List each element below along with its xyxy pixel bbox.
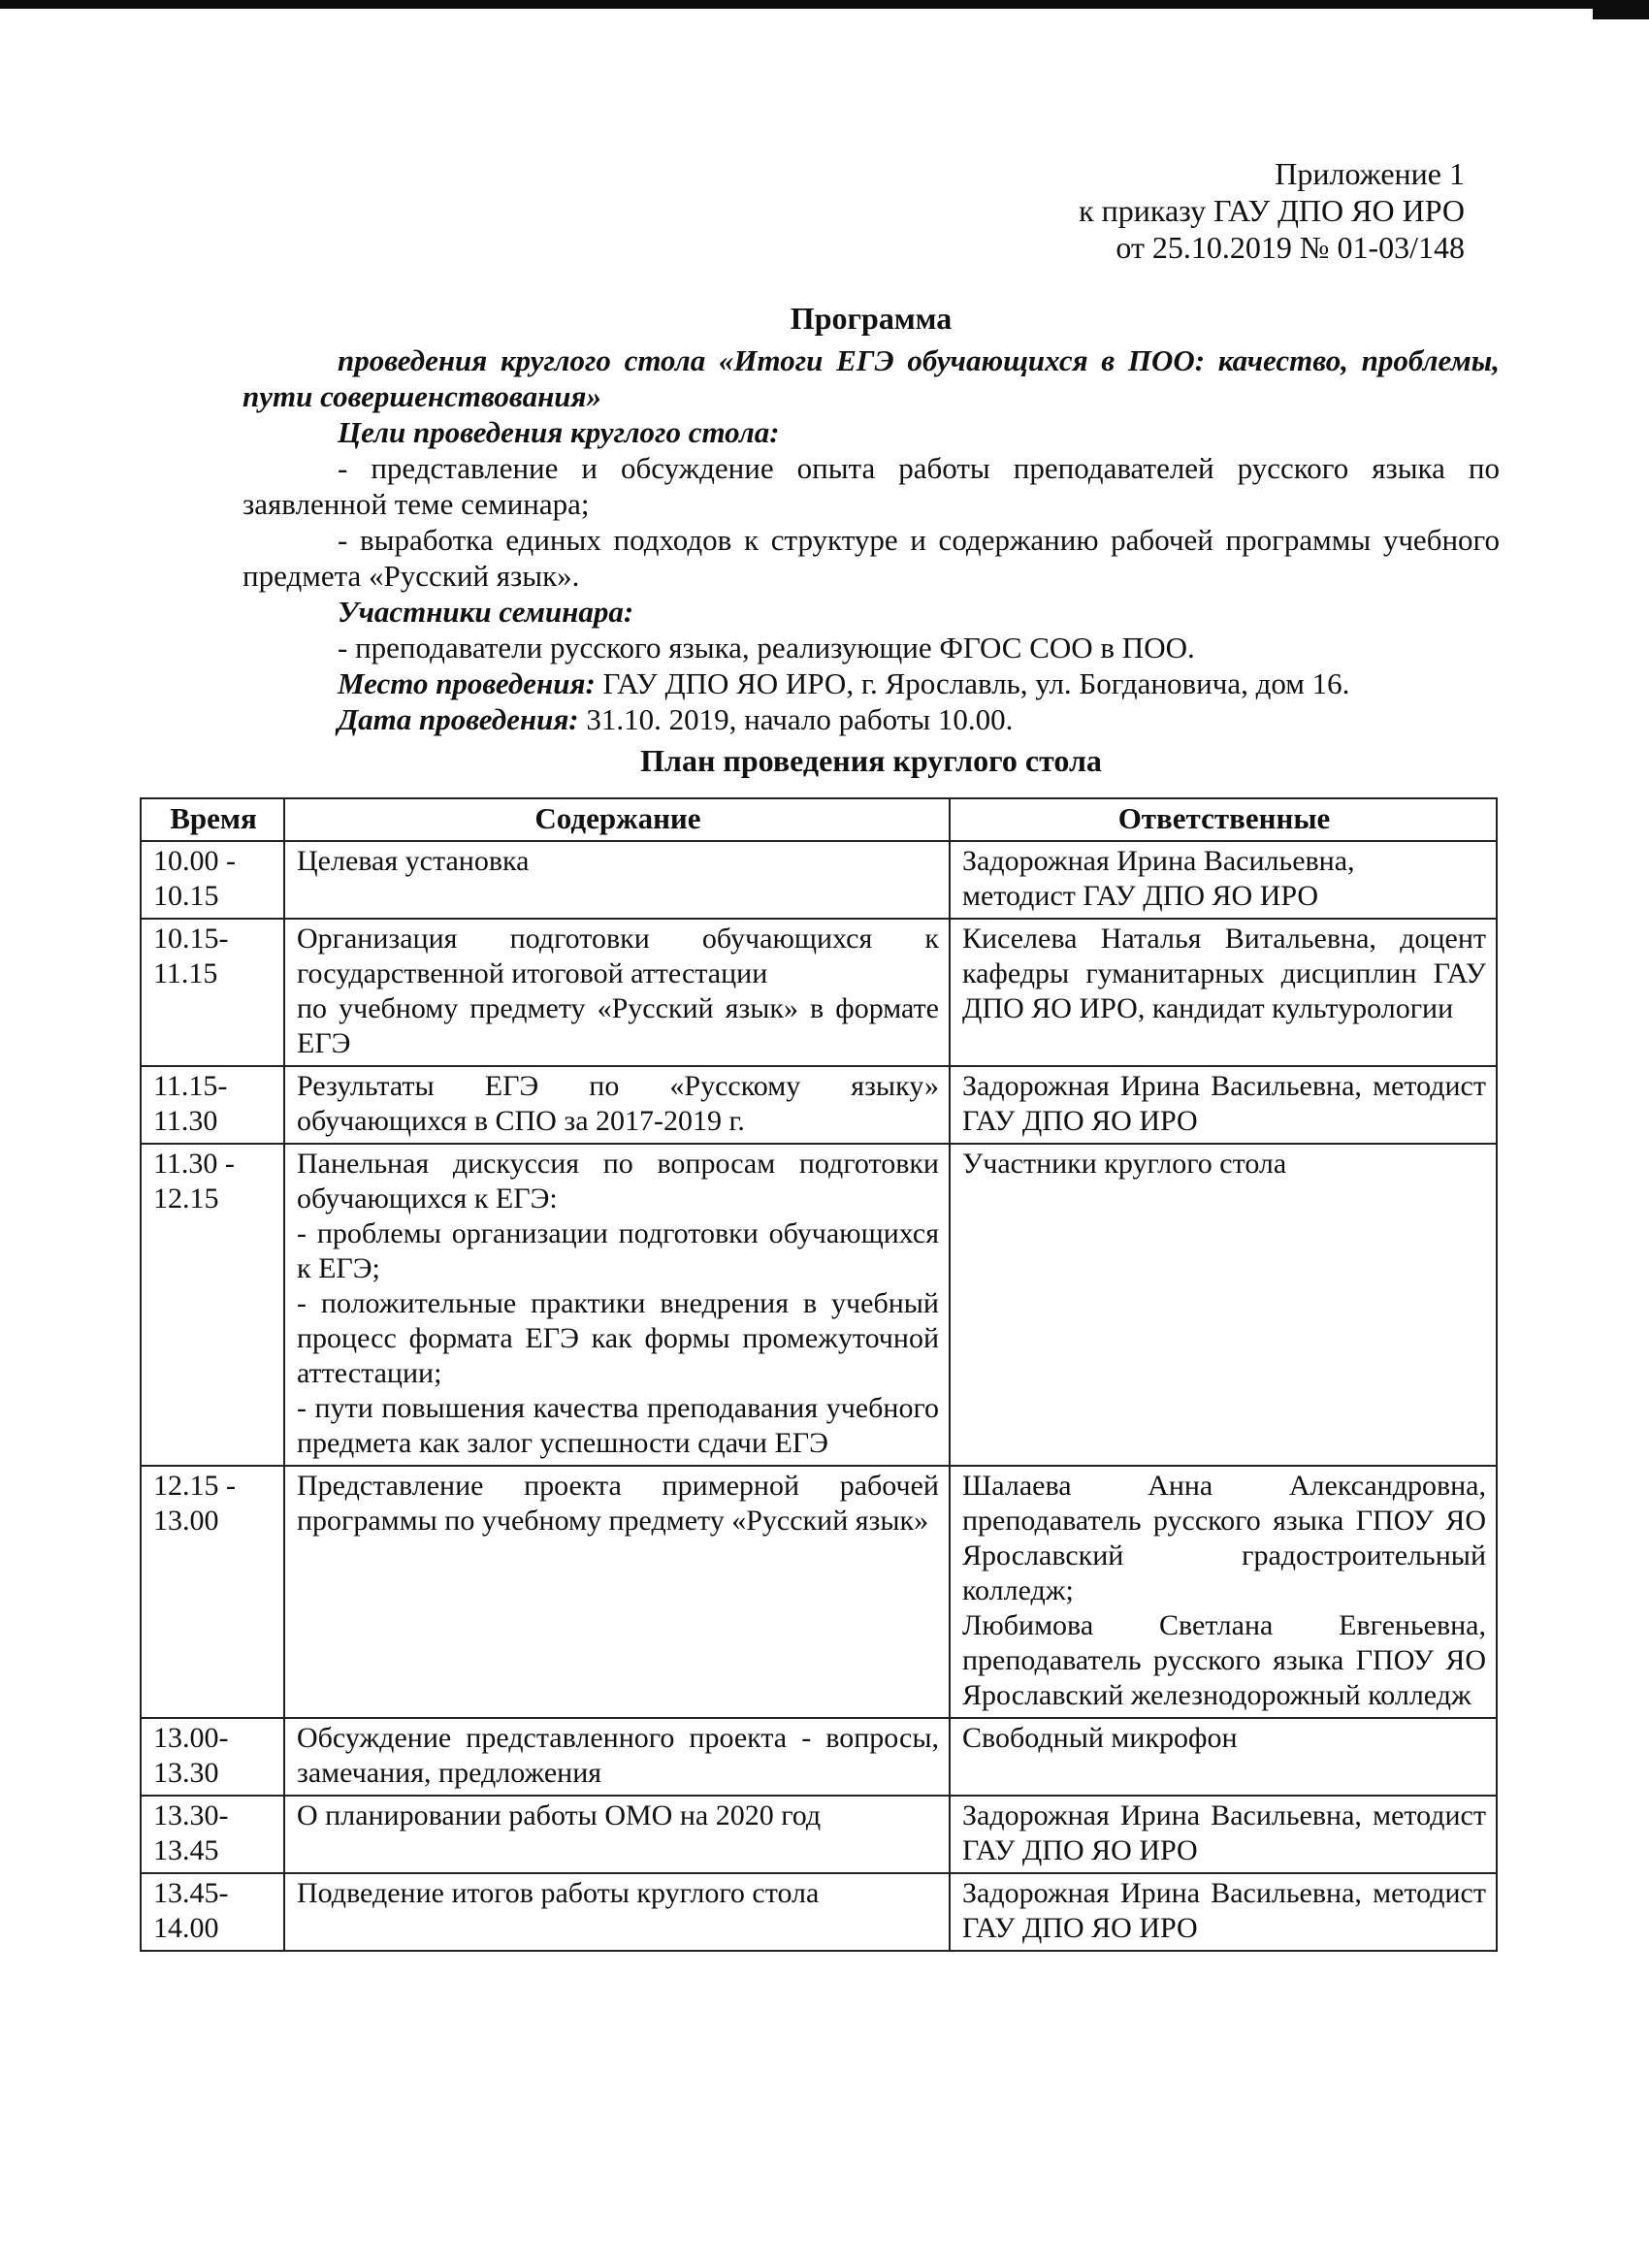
content-cell: О планировании работы ОМО на 2020 год <box>284 1796 950 1873</box>
place-label: Место проведения: <box>338 666 596 700</box>
table-row <box>141 1796 1497 1873</box>
program-subtitle: проведения круглого стола «Итоги ЕГЭ обучающихся в ПОО: качество, проблемы, пути совершенствования» <box>242 343 1500 413</box>
place-value: ГАУ ДПО ЯО ИРО, г. Ярославль, ул. Богдановича, дом 16. <box>595 666 1350 700</box>
participants-heading: Участники семинара: <box>338 595 634 629</box>
responsible-cell: Шалаева Анна Александровна, преподаватель русского языка ГПОУ ЯО Ярославский градостроительный колледж; Любимова Светлана Евгеньевна, преподаватель русского языка ГПОУ ЯО Ярославский железнодорожный колледж <box>950 1466 1497 1718</box>
responsible-cell: Задорожная Ирина Васильевна, методист ГАУ ДПО ЯО ИРО <box>950 1066 1497 1144</box>
program-body <box>242 301 1500 785</box>
responsible-cell: Задорожная Ирина Васильевна, методист ГАУ ДПО ЯО ИРО <box>950 841 1497 919</box>
time-cell: 10.15- 11.15 <box>141 919 284 1066</box>
goal-item: - представление и обсуждение опыта работы преподавателей русского языка по заявленной теме семинара; <box>242 451 1500 521</box>
table-row <box>141 919 1497 1066</box>
table-row <box>141 1873 1497 1951</box>
table-row <box>141 1144 1497 1466</box>
time-cell: 13.45- 14.00 <box>141 1873 284 1951</box>
responsible-cell: Свободный микрофон <box>950 1718 1497 1796</box>
content-cell: Панельная дискуссия по вопросам подготовки обучающихся к ЕГЭ: - проблемы организации подготовки обучающихся к ЕГЭ; - положительные практики внедрения в учебный процесс формата ЕГЭ как формы промежуточной аттестации; - пути повышения качества преподавания учебного предмета как залог успешности сдачи ЕГЭ <box>284 1144 950 1466</box>
appendix-header <box>1079 155 1465 266</box>
appendix-line-1: Приложение 1 <box>1275 156 1465 191</box>
goals-heading: Цели проведения круглого стола: <box>338 415 780 449</box>
scan-top-edge <box>0 0 1649 9</box>
date-label: Дата проведения: <box>338 702 579 736</box>
content-cell: Представление проекта примерной рабочей программы по учебному предмету «Русский язык» <box>284 1466 950 1718</box>
header-responsible: Ответственные <box>950 798 1497 841</box>
date-line <box>242 701 1500 737</box>
time-cell: 11.15- 11.30 <box>141 1066 284 1144</box>
appendix-line-3: от 25.10.2019 № 01-03/148 <box>1116 230 1465 265</box>
goal-item: - выработка единых подходов к структуре и содержанию рабочей программы учебного предмета «Русский язык». <box>242 523 1500 593</box>
content-cell: Обсуждение представленного проекта - вопросы, замечания, предложения <box>284 1718 950 1796</box>
content-cell: Целевая установка <box>284 841 950 919</box>
table-row <box>141 1466 1497 1718</box>
responsible-cell: Киселева Наталья Витальевна, доцент кафедры гуманитарных дисциплин ГАУ ДПО ЯО ИРО, кандидат культурологии <box>950 919 1497 1066</box>
time-cell: 12.15 - 13.00 <box>141 1466 284 1718</box>
content-cell: Организация подготовки обучающихся к государственной итоговой аттестации по учебному предмету «Русский язык» в формате ЕГЭ <box>284 919 950 1066</box>
header-time: Время <box>141 798 284 841</box>
time-cell: 13.30- 13.45 <box>141 1796 284 1873</box>
plan-table-header-row <box>141 798 1497 841</box>
responsible-cell: Участники круглого стола <box>950 1144 1497 1466</box>
participants-text: - преподаватели русского языка, реализующие ФГОС СОО в ПОО. <box>338 631 1195 664</box>
place-line <box>242 665 1500 701</box>
content-cell: Результаты ЕГЭ по «Русскому языку» обучающихся в СПО за 2017-2019 г. <box>284 1066 950 1144</box>
program-title: Программа <box>790 301 953 336</box>
header-content: Содержание <box>284 798 950 841</box>
table-row <box>141 841 1497 919</box>
scan-corner-mark <box>1593 0 1649 19</box>
responsible-cell: Задорожная Ирина Васильевна, методист ГАУ ДПО ЯО ИРО <box>950 1873 1497 1951</box>
table-row <box>141 1066 1497 1144</box>
appendix-line-2: к приказу ГАУ ДПО ЯО ИРО <box>1079 193 1465 228</box>
date-value: 31.10. 2019, начало работы 10.00. <box>578 702 1014 736</box>
plan-table <box>140 797 1498 1952</box>
time-cell: 11.30 - 12.15 <box>141 1144 284 1466</box>
time-cell: 13.00- 13.30 <box>141 1718 284 1796</box>
plan-title: План проведения круглого стола <box>640 743 1102 778</box>
content-cell: Подведение итогов работы круглого стола <box>284 1873 950 1951</box>
table-row <box>141 1718 1497 1796</box>
responsible-cell: Задорожная Ирина Васильевна, методист ГАУ ДПО ЯО ИРО <box>950 1796 1497 1873</box>
time-cell: 10.00 - 10.15 <box>141 841 284 919</box>
